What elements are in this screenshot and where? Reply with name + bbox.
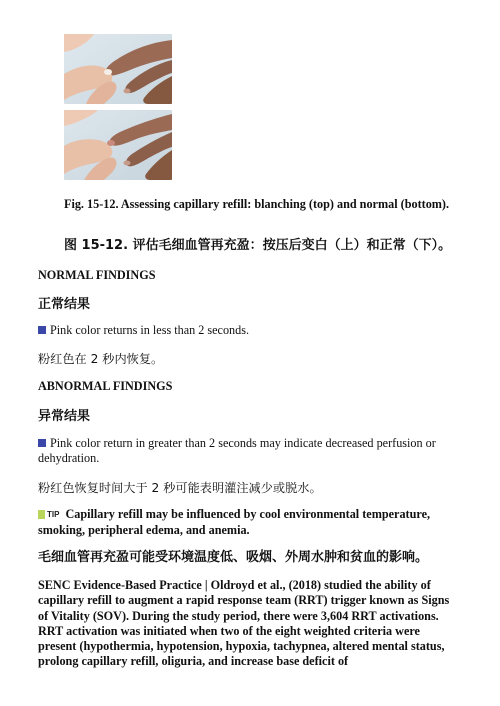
- capillary-refill-photo-blanching: [64, 34, 172, 104]
- normal-findings-item-text: Pink color returns in less than 2 seconds.: [50, 323, 250, 337]
- abnormal-findings-heading-zh: 异常结果: [38, 409, 91, 424]
- abnormal-findings-item-text: Pink color return in greater than 2 seconds may indicate decreased perfusion or dehydration.: [38, 436, 436, 465]
- tip-block: [38, 507, 454, 538]
- tip-text-zh: 毛细血管再充盈可能受环境温度低、吸烟、外周水肿和贫血的影响。: [38, 550, 429, 565]
- normal-findings-item-zh: 粉红色在 2 秒内恢复。: [38, 352, 164, 366]
- abnormal-findings-item: [38, 436, 454, 466]
- figure-caption-en: Fig. 15-12. Assessing capillary refill: blanching (top) and normal (bottom).: [64, 197, 450, 211]
- evidence-paragraph: SENC Evidence-Based Practice | Oldroyd et al., (2018) studied the ability of capillary refill to augment a rapid response team (RRT) trigger known as Signs of Vitality (SOV). During the study period, there were 3,604 RRT activations. RRT activation was initiated when two of the eight weighted criteria were present (hypothermia, hypotension, hypoxia, tachypnea, altered mental status, prolong capillary refill, oliguria, and increase base deficit of: [38, 578, 450, 669]
- tip-icon: TIP: [38, 510, 59, 519]
- normal-findings-heading-en: NORMAL FINDINGS: [38, 268, 156, 282]
- figure-caption-zh: 图 15-12. 评估毛细血管再充盈：按压后变白（上）和正常（下）。: [64, 238, 452, 253]
- normal-findings-item: [38, 323, 454, 338]
- capillary-refill-photo-normal: [64, 110, 172, 180]
- normal-findings-heading-zh: 正常结果: [38, 297, 91, 312]
- bullet-icon: [38, 439, 46, 447]
- bullet-icon: [38, 326, 46, 334]
- abnormal-findings-item-zh: 粉红色恢复时间大于 2 秒可能表明灌注减少或脱水。: [38, 481, 322, 495]
- tip-text: Capillary refill may be influenced by cool environmental temperature, smoking, peripheral edema, and anemia.: [38, 507, 431, 537]
- abnormal-findings-heading-en: ABNORMAL FINDINGS: [38, 379, 173, 393]
